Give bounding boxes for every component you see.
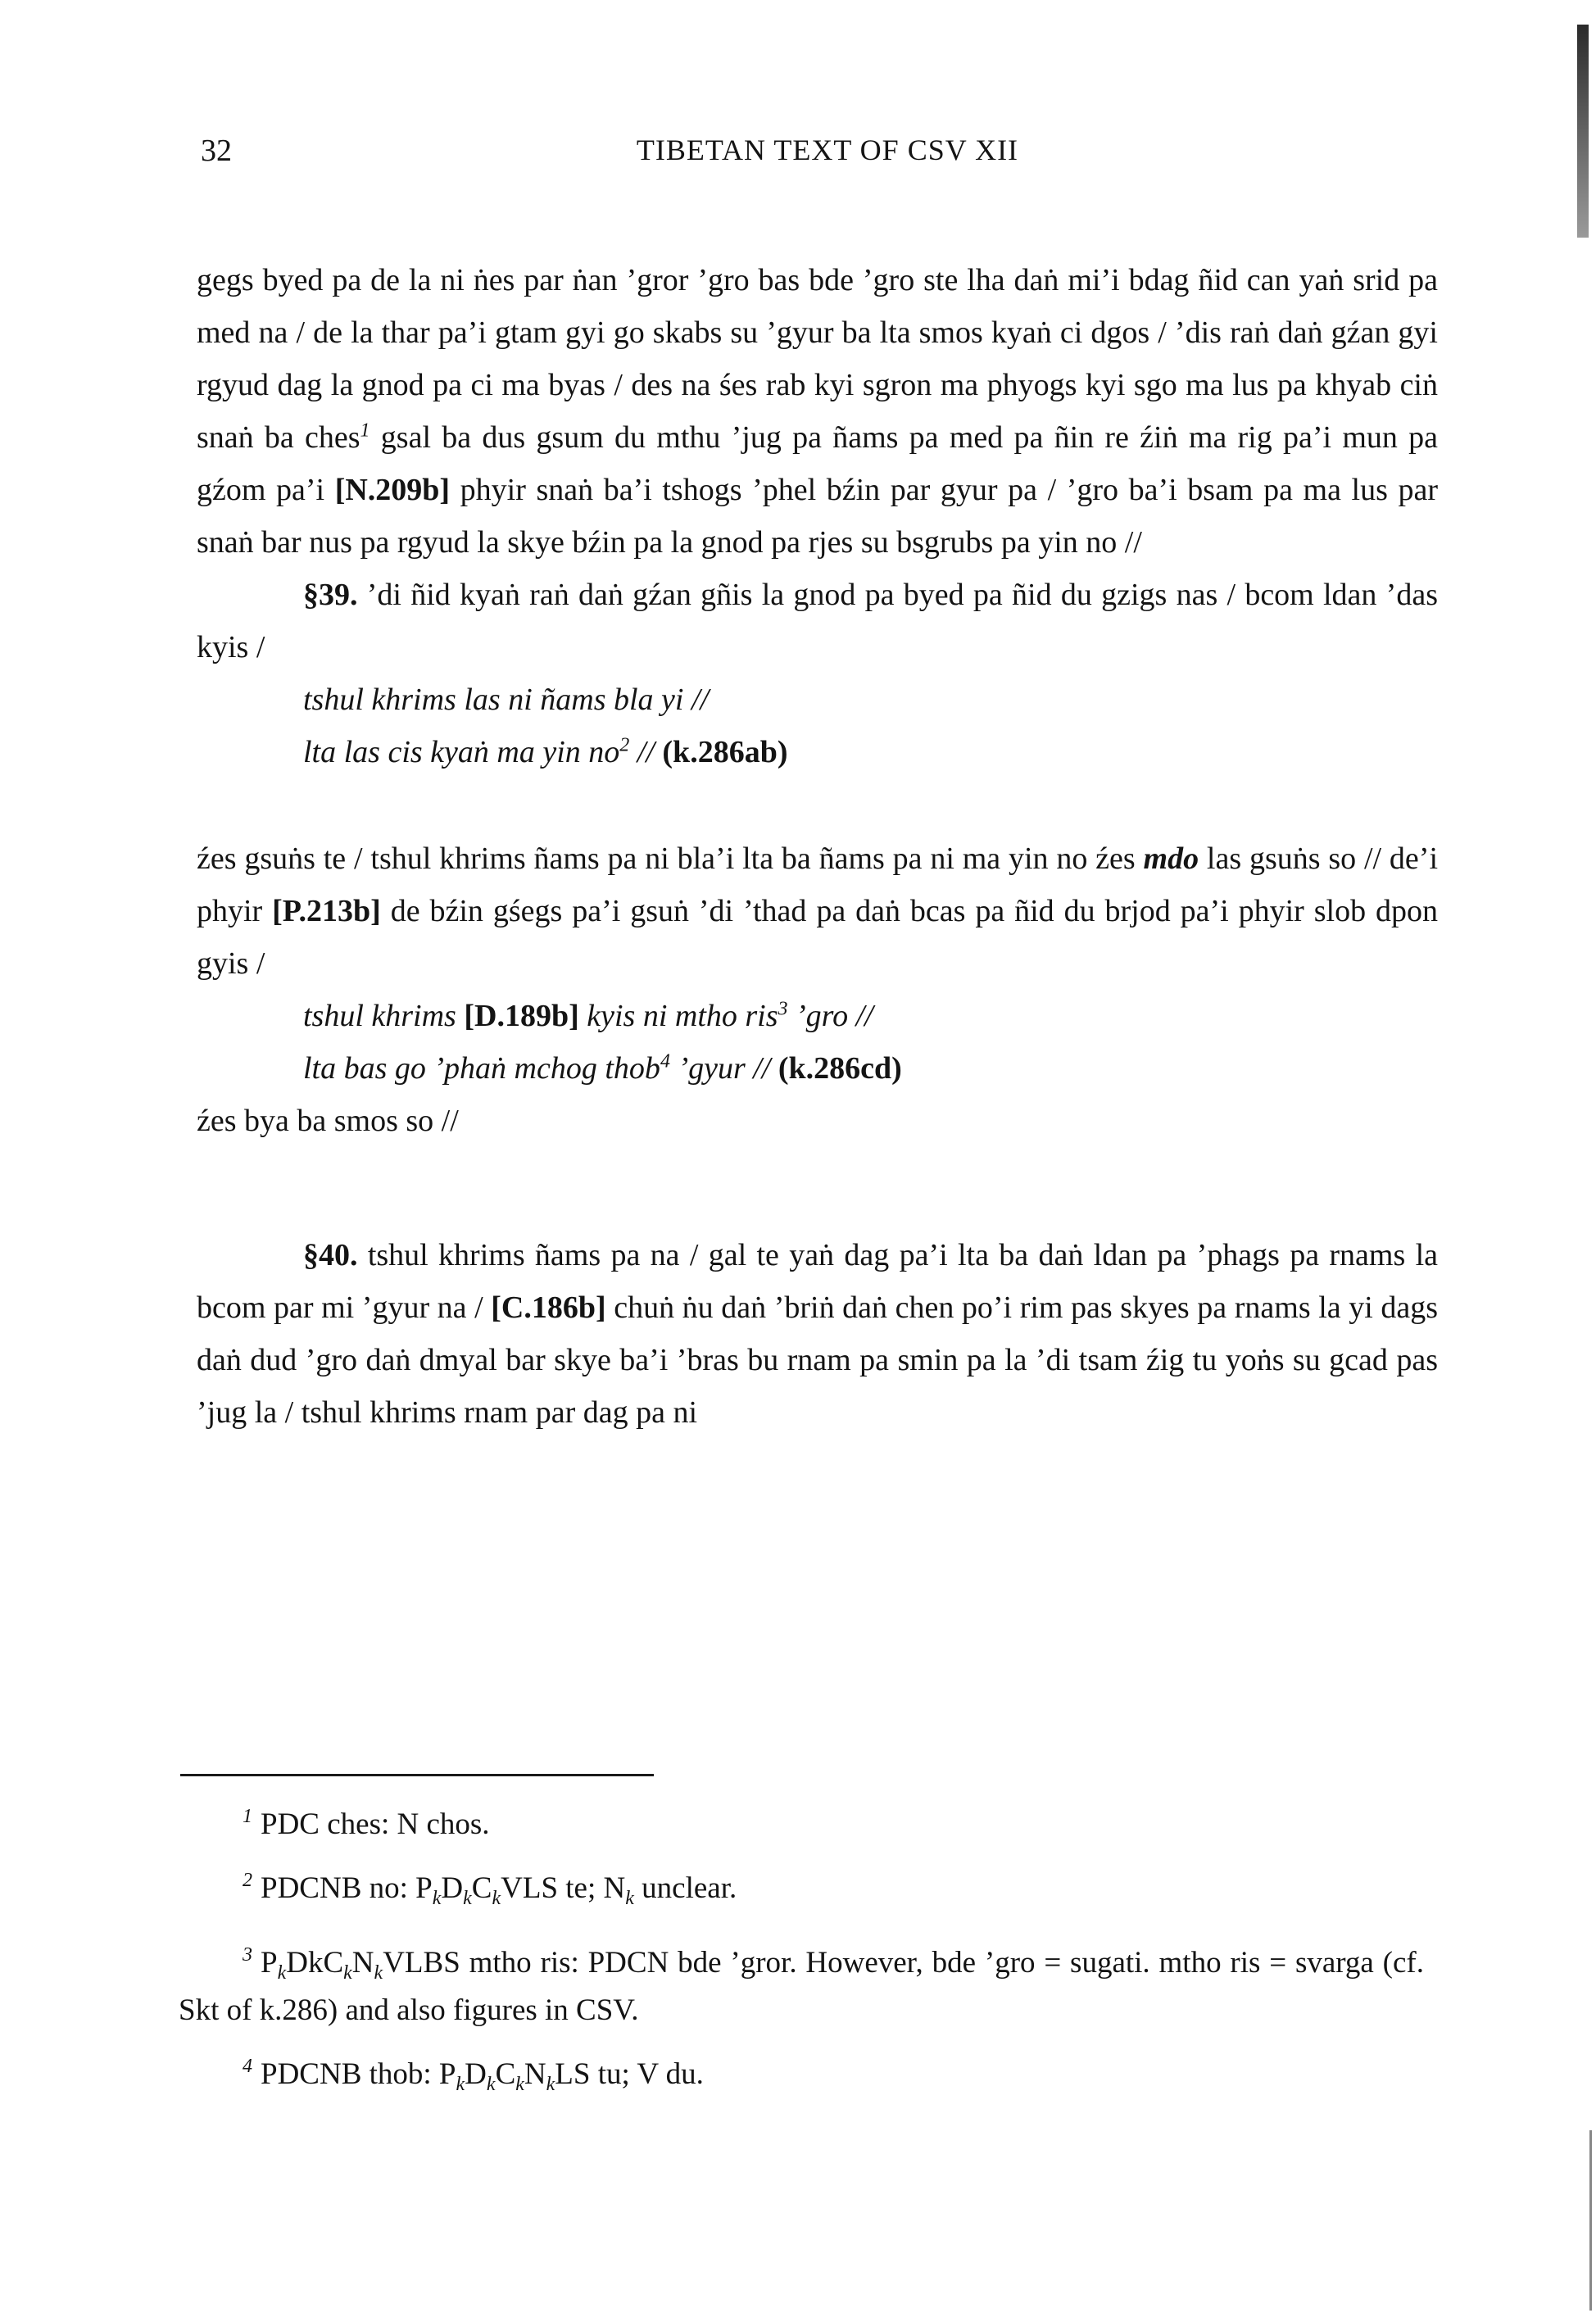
fn3-text-d: VLBS mtho ris: PDCN bde ’gror. However, bde ’gro = sugati. mtho ris = svarga (cf. Skt of k.286) and also figures in CSV.	[179, 1946, 1424, 2027]
footnotes	[179, 1798, 1424, 2123]
footnote-marker-4: 4	[660, 1050, 670, 1073]
scan-edge-line	[1589, 2130, 1592, 2311]
footnote-number-3: 3	[243, 1944, 252, 1966]
paragraph-5	[197, 1229, 1438, 1439]
fn2-text-d: VLS te; N	[501, 1871, 626, 1905]
subscript-k-8: k	[456, 2074, 465, 2095]
fn3-text-c: N	[351, 1946, 374, 1980]
footnote-marker-2: 2	[619, 734, 630, 756]
paragraph-3	[197, 832, 1438, 990]
para3-text-end: de bźin gśegs pa’i gsuṅ ’di ’thad pa daṅ bcas pa ñid du brjod pa’i phyir slob dpon gyis /	[197, 894, 1438, 981]
fn2-text-b: D	[441, 1871, 464, 1905]
fn4-text: PDCNB thob: P	[261, 2057, 456, 2091]
subscript-k-9: k	[486, 2074, 496, 2095]
karika-ref-286ab: (k.286ab)	[662, 735, 788, 769]
fn4-text-d: N	[524, 2057, 546, 2091]
subscript-k-10: k	[515, 2074, 524, 2095]
fn4-text-c: C	[495, 2057, 516, 2091]
subscript-k: k	[432, 1888, 442, 1909]
paragraph-4: źes bya ba smos so //	[197, 1104, 459, 1138]
verse-line-2	[197, 726, 1438, 778]
running-head: TIBETAN TEXT OF CSV XII	[636, 134, 1019, 166]
page-number: 32	[201, 134, 232, 168]
verse1-end: //	[629, 735, 663, 769]
fn2-text-e: unclear.	[633, 1871, 737, 1905]
fn2-text-c: C	[471, 1871, 492, 1905]
scan-edge-mark	[1577, 25, 1589, 238]
para5-text: tshul khrims ñams pa na / gal te yaṅ dag pa’i lta ba daṅ ldan pa ’phags pa rnams la bcom par mi ’gyur na /	[197, 1238, 1438, 1325]
subscript-k-11: k	[546, 2074, 555, 2095]
verse2-line2-text: lta bas go ’phaṅ mchog thob	[303, 1051, 660, 1086]
folio-ref-c186b: [C.186b]	[491, 1290, 606, 1325]
fn2-text: PDCNB no: P	[261, 1871, 433, 1905]
verse2-text: tshul khrims	[303, 999, 465, 1033]
footnote-1	[179, 1798, 1424, 1843]
folio-ref-p213b: [P.213b]	[272, 894, 381, 928]
karika-ref-286cd: (k.286cd)	[778, 1051, 902, 1086]
footnote-3	[179, 1937, 1424, 2029]
footnote-4	[179, 2048, 1424, 2103]
verse-line-4	[197, 1042, 1438, 1095]
subscript-k-4: k	[625, 1888, 634, 1909]
paragraph-1	[197, 254, 1438, 569]
fn3-text: P	[261, 1946, 278, 1980]
footnote-number: 1	[243, 1806, 252, 1827]
verse-line: tshul khrims las ni ñams bla yi //	[303, 683, 710, 717]
verse2-text-cont: kyis ni mtho ris	[578, 999, 778, 1033]
folio-ref-n209b: [N.209b]	[334, 473, 451, 507]
fn3-text-b: DkC	[286, 1946, 344, 1980]
para1-text: gegs byed pa de la ni ṅes par ṅan ’gror ’gro bas bde ’gro ste lha daṅ mi’i bdag ñid can yaṅ srid pa med na / de la thar pa’i gtam gyi go skabs su ’gyur ba lta smos kyaṅ ci dgos / ’dis raṅ daṅ gźan gyi rgyud dag la gnod pa ci ma byas / des na śes rab kyi sgron ma phyogs kyi sgo ma lus pa khyab ciṅ snaṅ ba ches	[197, 263, 1438, 455]
section-marker-40: §40.	[303, 1238, 358, 1272]
footnote-marker-3: 3	[778, 998, 788, 1020]
para1-text-cont: gsal ba dus gsum du mthu ’jug pa ñams pa med pa ñin re źiṅ ma rig pa’i mun pa gźom pa’i	[197, 420, 1438, 507]
verse2-line2-end: ’gyur //	[669, 1051, 778, 1086]
footnote-text: PDC ches: N chos.	[261, 1807, 490, 1841]
section-marker-39: §39.	[303, 578, 358, 612]
subscript-k-2: k	[463, 1888, 472, 1909]
subscript-k-6: k	[343, 1962, 352, 1984]
footnote-rule	[180, 1774, 654, 1776]
paragraph-2	[197, 569, 1438, 673]
verse1-text: lta las cis kyaṅ ma yin no	[303, 735, 620, 769]
para3-text: źes gsuṅs te / tshul khrims ñams pa ni bla’i lta ba ñams pa ni ma yin no źes	[197, 841, 1144, 876]
footnote-number-4: 4	[243, 2056, 252, 2077]
para1-text-end: phyir snaṅ ba’i tshogs ’phel bźin par gyur pa / ’gro ba’i bsam pa ma lus par snaṅ bar nus pa rgyud la skye bźin pa la gnod pa rjes su bsgrubs pa yin no //	[197, 473, 1438, 560]
page-header	[201, 133, 1454, 182]
para5-text-end: chuṅ ṅu daṅ ’briṅ daṅ chen po’i rim pas skyes pa rnams la yi dags daṅ dud ’gro daṅ dmyal bar skye ba’i ’bras bu rnam pa smin pa la ’di tsam źig tu yoṅs su gcad pas ’jug la / tshul khrims rnam par dag pa ni	[197, 1290, 1438, 1430]
mdo-term: mdo	[1143, 841, 1199, 876]
fn4-text-b: D	[465, 2057, 487, 2091]
subscript-k-5: k	[277, 1962, 287, 1984]
footnote-number-2: 2	[243, 1870, 252, 1891]
verse-line-3	[197, 990, 1438, 1042]
verse2-text-end: ’gro //	[787, 999, 873, 1033]
footnote-marker-1: 1	[360, 420, 370, 442]
subscript-k-7: k	[374, 1962, 383, 1984]
para3-text-cont: las gsuṅs so // de’i phyir	[197, 841, 1439, 928]
para2-text: ’di ñid kyaṅ raṅ daṅ gźan gñis la gnod pa byed pa ñid du gzigs nas / bcom ldan ’das kyis /	[197, 578, 1438, 664]
folio-ref-d189b: [D.189b]	[464, 999, 579, 1033]
fn4-text-e: LS tu; V du.	[555, 2057, 704, 2091]
footnote-2	[179, 1862, 1424, 1917]
subscript-k-3: k	[492, 1888, 501, 1909]
main-text	[197, 254, 1438, 1439]
